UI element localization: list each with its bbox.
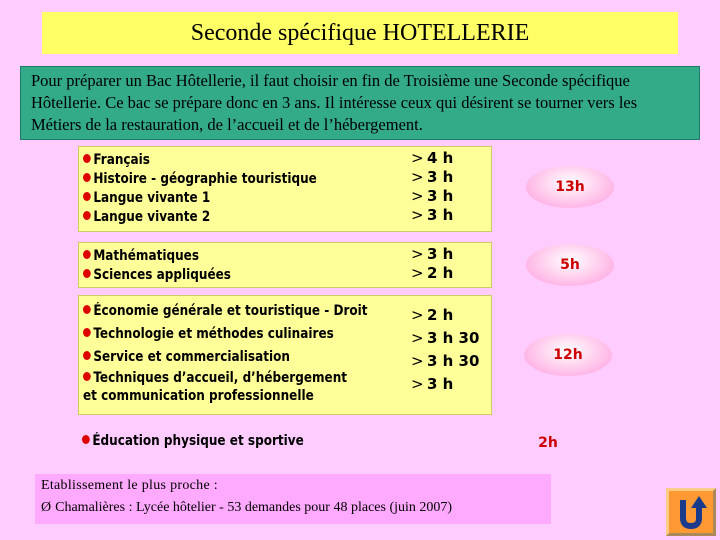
hours-item: > 3 h 30 [411, 350, 479, 373]
nearest-school-box [35, 474, 551, 524]
page-title: Seconde spécifique HOTELLERIE [42, 12, 678, 54]
nearest-school-info: Ø Chamalières : Lycée hôtelier - 53 demandes pour 48 places (juin 2007) [41, 496, 545, 520]
hours-item: > 3 h [411, 245, 454, 263]
hours-item: > 2 h [411, 304, 479, 327]
arrow-icon: > [411, 329, 424, 347]
subject-group-sport [82, 432, 304, 451]
arrow-icon: > [411, 245, 424, 263]
bullet-dot-icon [83, 173, 91, 182]
total-hours-badge: 5h [526, 244, 614, 286]
subject-group-science [78, 242, 492, 288]
subject-item: Techniques d’accueil, d’hébergement [83, 369, 368, 388]
hours-item: > 3 h [411, 206, 454, 224]
subject-item: Économie générale et touristique - Droit [83, 300, 368, 323]
hours-item: > 2 h [411, 264, 454, 282]
subject-item: Technologie et méthodes culinaires [83, 323, 368, 346]
bullet-dot-icon [83, 250, 91, 259]
arrow-icon: > [411, 306, 424, 324]
subject-item: Langue vivante 1 [83, 189, 317, 208]
total-hours-badge: 2h [538, 435, 558, 451]
u-turn-return-icon [671, 492, 711, 532]
bullet-dot-icon [82, 435, 90, 444]
arrow-icon: > [411, 168, 424, 186]
arrow-icon: > [411, 206, 424, 224]
return-button[interactable] [666, 488, 716, 536]
arrow-icon: > [411, 264, 424, 282]
bullet-dot-icon [83, 351, 91, 360]
subject-group-general [78, 146, 492, 232]
subject-item: Service et commercialisation [83, 346, 368, 369]
hours-item: > 3 h [411, 187, 454, 205]
subject-item: Histoire - géographie touristique [83, 170, 317, 189]
subject-group-professional [78, 295, 492, 415]
subject-item: Sciences appliquées [83, 266, 231, 285]
subject-item: Éducation physique et sportive [82, 432, 304, 451]
total-hours-badge: 13h [526, 166, 614, 208]
hours-item: > 3 h 30 [411, 327, 479, 350]
bullet-dot-icon [83, 269, 91, 278]
nearest-school-heading: Etablissement le plus proche : [41, 478, 218, 493]
arrow-icon: > [411, 187, 424, 205]
hours-item: > 4 h [411, 149, 454, 167]
hours-item: > 3 h [411, 168, 454, 186]
bullet-dot-icon [83, 154, 91, 163]
intro-text: Pour préparer un Bac Hôtellerie, il faut choisir en fin de Troisième une Seconde spécifique Hôtellerie. Ce bac se prépare donc en 3 ans. Il intéresse ceux qui désirent se tourner vers les Métiers de la restauration, de l’accueil et de l’hébergement. [20, 66, 700, 140]
total-hours-badge: 12h [524, 334, 612, 376]
subject-item: Français [83, 151, 317, 170]
bullet-dot-icon [83, 328, 91, 337]
bullet-dot-icon [83, 211, 91, 220]
bullet-dot-icon [83, 372, 91, 381]
arrow-icon: > [411, 375, 424, 393]
subject-item: Mathématiques [83, 247, 231, 266]
bullet-dot-icon [83, 305, 91, 314]
arrow-bullet-icon: Ø [41, 500, 52, 515]
arrow-icon: > [411, 149, 424, 167]
bullet-dot-icon [83, 192, 91, 201]
subject-continuation: et communication professionnelle [83, 388, 314, 404]
hours-item: > 3 h [411, 373, 479, 396]
arrow-icon: > [411, 352, 424, 370]
subject-item: Langue vivante 2 [83, 208, 317, 227]
